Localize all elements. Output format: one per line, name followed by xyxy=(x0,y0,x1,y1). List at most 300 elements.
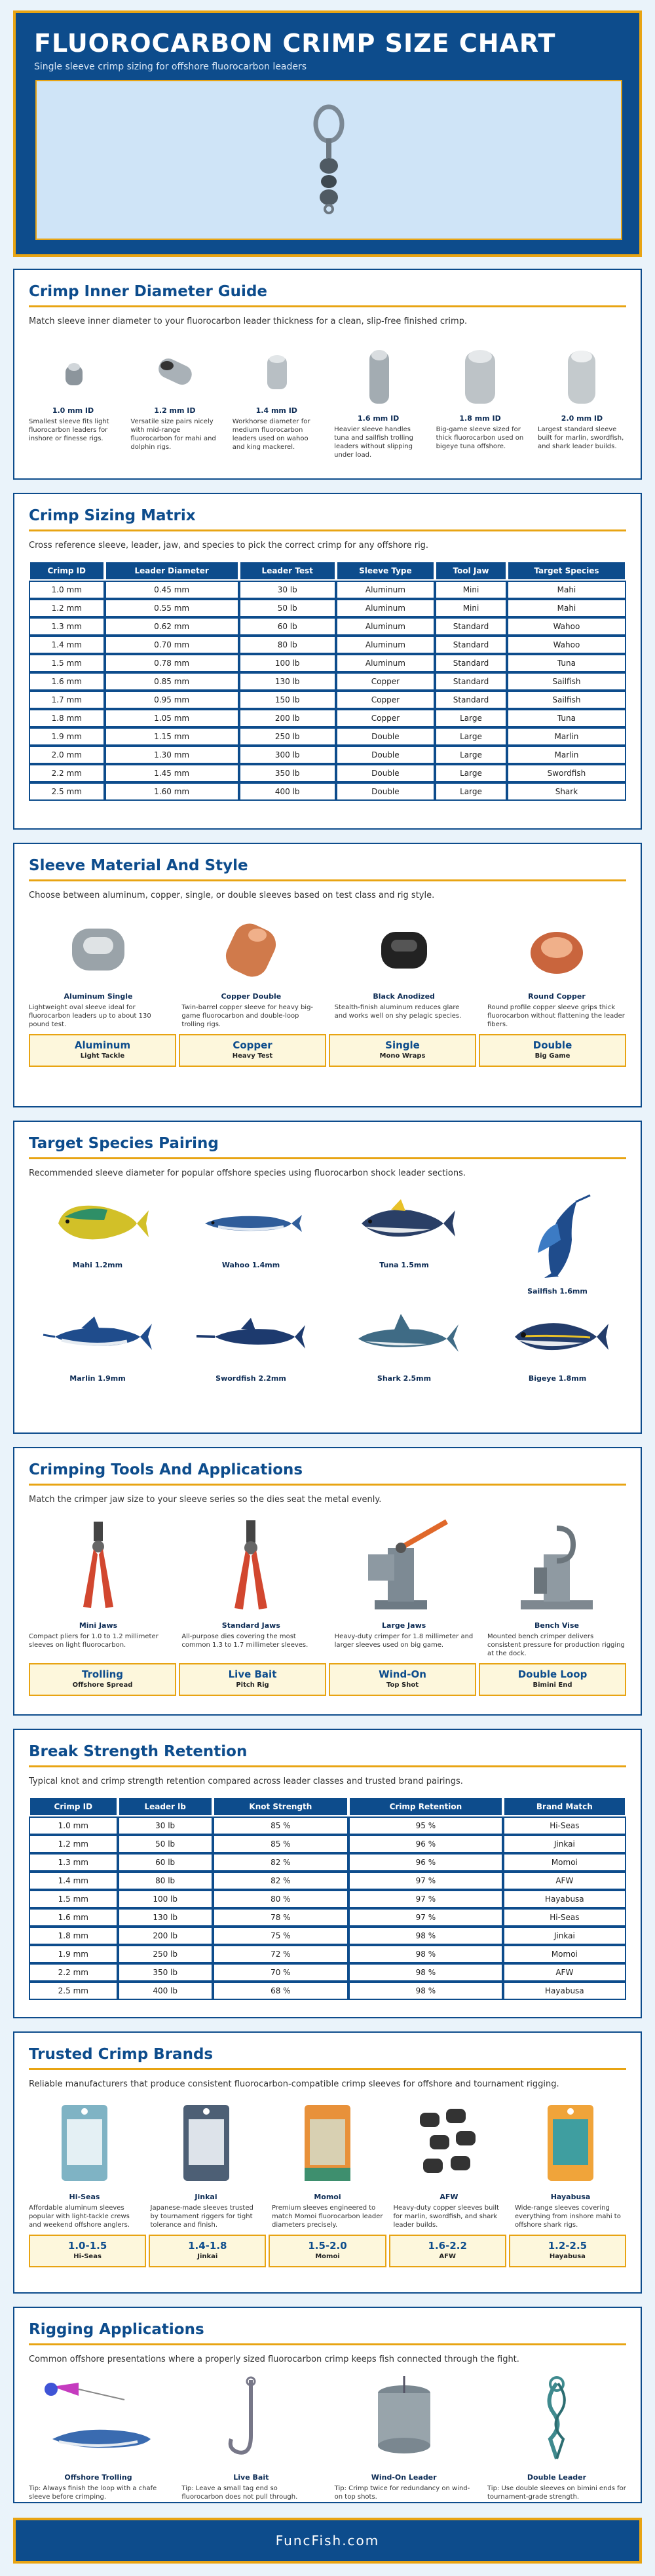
table-cell: Sailfish xyxy=(507,672,626,691)
rigging-text: Tip: Always finish the loop with a chafe sleeve before crimping. xyxy=(29,2485,157,2501)
table-cell: Hi-Seas xyxy=(503,1817,626,1835)
table-cell: 60 lb xyxy=(118,1853,213,1872)
table-cell: Momoi xyxy=(503,1853,626,1872)
table-cell: 60 lb xyxy=(239,617,336,636)
table-cell: Aluminum xyxy=(336,654,435,672)
tag-name: Single xyxy=(385,1039,420,1051)
table-row xyxy=(29,709,626,727)
tool-label: Mini Jaws xyxy=(79,1621,118,1630)
page-subtitle: Single sleeve crimp sizing for offshore fluorocarbon leaders xyxy=(34,62,307,72)
table-cell: Large xyxy=(435,782,507,801)
table-cell: 1.30 mm xyxy=(105,746,239,764)
table-cell: Marlin xyxy=(507,727,626,746)
table-cell: 1.9 mm xyxy=(29,1945,118,1963)
table-cell: Hi-Seas xyxy=(503,1908,626,1927)
black-sleeve-icon xyxy=(368,912,440,984)
table-cell: 130 lb xyxy=(239,672,336,691)
mini-crimper-icon xyxy=(69,1515,128,1613)
tag-sub: Hayabusa xyxy=(549,2253,586,2260)
table-cell: Momoi xyxy=(503,1945,626,1963)
table-cell: Tuna xyxy=(507,709,626,727)
table-cell: 1.45 mm xyxy=(105,764,239,782)
section-description: Match sleeve inner diameter to your fluorocarbon leader thickness for a clean, slip-free finished crimp. xyxy=(29,317,468,326)
sailfish-icon xyxy=(518,1194,597,1279)
crimp-card xyxy=(130,346,219,459)
table-cell: 1.60 mm xyxy=(105,782,239,801)
brand-label: Hi-Seas xyxy=(69,2193,100,2201)
table-cell: 98 % xyxy=(348,1982,503,2000)
table-cell: Copper xyxy=(336,672,435,691)
table-cell: Standard xyxy=(435,654,507,672)
section-title: Crimp Inner Diameter Guide xyxy=(29,283,626,307)
sleeve-icon xyxy=(149,346,201,398)
table-cell: 1.2 mm xyxy=(29,599,105,617)
material-label: Aluminum Single xyxy=(64,992,133,1001)
standard-crimper-icon xyxy=(221,1515,280,1613)
crimp-card xyxy=(436,346,525,459)
table-cell: Large xyxy=(435,764,507,782)
species-label: Marlin 1.9mm xyxy=(69,1374,126,1383)
table-cell: Mahi xyxy=(507,599,626,617)
table-cell: 50 lb xyxy=(118,1835,213,1853)
tag-name: 1.6-2.2 xyxy=(428,2240,467,2252)
wahoo-icon xyxy=(198,1194,303,1253)
table-row xyxy=(29,1908,626,1927)
tag-name: Trolling xyxy=(81,1668,124,1680)
crimp-text: Versatile size pairs nicely with mid-range fluorocarbon for mahi and dolphin rigs. xyxy=(130,418,216,451)
column-header: Knot Strength xyxy=(213,1797,348,1817)
section-title: Crimping Tools And Applications xyxy=(29,1461,626,1486)
tool-text: Compact pliers for 1.0 to 1.2 millimeter sleeves on light fluorocarbon. xyxy=(29,1633,159,1649)
crimp-text: Workhorse diameter for medium fluorocarbon leaders used on wahoo and king mackerel. xyxy=(232,418,310,451)
column-header: Target Species xyxy=(507,561,626,581)
crimp-label: 1.4 mm ID xyxy=(255,406,297,415)
table-row xyxy=(29,691,626,709)
tool-label: Bench Vise xyxy=(534,1621,579,1630)
material-card xyxy=(181,912,320,1029)
sleeve-icon xyxy=(54,346,93,398)
table-cell: Mahi xyxy=(507,581,626,599)
table-cell: Large xyxy=(435,709,507,727)
species-card xyxy=(29,1307,166,1383)
table-cell: Mini xyxy=(435,599,507,617)
table-cell: 0.70 mm xyxy=(105,636,239,654)
table-cell: Tuna xyxy=(507,654,626,672)
table-cell: Wahoo xyxy=(507,617,626,636)
crimp-label: 1.0 mm ID xyxy=(52,406,94,415)
table-cell: 1.4 mm xyxy=(29,636,105,654)
tool-card xyxy=(487,1515,626,1658)
tag-brand-range xyxy=(149,2235,266,2267)
tag-name: 1.5-2.0 xyxy=(308,2240,347,2252)
table-cell: Large xyxy=(435,746,507,764)
table-cell: 0.95 mm xyxy=(105,691,239,709)
material-label: Copper Double xyxy=(221,992,282,1001)
sizing-matrix-section xyxy=(13,493,642,830)
table-cell: 350 lb xyxy=(118,1963,213,1982)
section-title: Sleeve Material And Style xyxy=(29,857,626,881)
crimp-label: 2.0 mm ID xyxy=(561,414,603,423)
species-label: Tuna 1.5mm xyxy=(379,1261,429,1269)
spool-icon xyxy=(368,2374,440,2465)
table-cell: 250 lb xyxy=(118,1945,213,1963)
column-header: Brand Match xyxy=(503,1797,626,1817)
brand-text: Premium sleeves engineered to match Momoi fluorocarbon leader diameters precisely. xyxy=(272,2204,383,2229)
tag-double xyxy=(479,1034,626,1067)
section-description: Recommended sleeve diameter for popular offshore species using fluorocarbon shock leader sections. xyxy=(29,1168,466,1178)
brand-card xyxy=(515,2100,626,2229)
tag-sub: Big Game xyxy=(534,1052,571,1060)
table-row xyxy=(29,727,626,746)
table-cell: 85 % xyxy=(213,1817,348,1835)
table-cell: 100 lb xyxy=(118,1890,213,1908)
table-cell: 1.5 mm xyxy=(29,1890,118,1908)
table-cell: Mini xyxy=(435,581,507,599)
brand-text: Affordable aluminum sleeves popular with light-tackle crews and weekend offshore anglers. xyxy=(29,2204,130,2229)
table-cell: 250 lb xyxy=(239,727,336,746)
table-cell: 1.3 mm xyxy=(29,1853,118,1872)
species-label: Bigeye 1.8mm xyxy=(528,1374,587,1383)
table-cell: 0.85 mm xyxy=(105,672,239,691)
table-cell: Marlin xyxy=(507,746,626,764)
tag-sub: Light Tackle xyxy=(80,1052,125,1060)
table-row xyxy=(29,1927,626,1945)
table-cell: 2.5 mm xyxy=(29,782,105,801)
table-row xyxy=(29,1963,626,1982)
rigging-card xyxy=(29,2374,168,2501)
species-label: Mahi 1.2mm xyxy=(72,1261,123,1269)
brand-card xyxy=(394,2100,505,2229)
tag-name: Aluminum xyxy=(74,1039,131,1051)
material-card xyxy=(335,912,474,1029)
table-row xyxy=(29,654,626,672)
sleeve-icon xyxy=(559,346,605,406)
table-cell: AFW xyxy=(503,1872,626,1890)
table-cell: Large xyxy=(435,727,507,746)
double-leader-icon xyxy=(524,2374,590,2465)
table-cell: 30 lb xyxy=(118,1817,213,1835)
table-cell: Copper xyxy=(336,709,435,727)
tool-label: Standard Jaws xyxy=(221,1621,280,1630)
table-cell: 80 lb xyxy=(118,1872,213,1890)
trolling-rig-icon xyxy=(39,2374,157,2465)
tool-label: Large Jaws xyxy=(382,1621,426,1630)
table-cell: 2.5 mm xyxy=(29,1982,118,2000)
table-cell: 1.05 mm xyxy=(105,709,239,727)
brand-label: Jinkai xyxy=(195,2193,217,2201)
tag-brand-range xyxy=(389,2235,506,2267)
table-cell: Standard xyxy=(435,617,507,636)
brand-label: Hayabusa xyxy=(550,2193,591,2201)
section-title: Break Strength Retention xyxy=(29,1743,626,1767)
crimp-label: 1.6 mm ID xyxy=(358,414,400,423)
table-cell: Hayabusa xyxy=(503,1982,626,2000)
table-cell: 200 lb xyxy=(118,1927,213,1945)
table-cell: 78 % xyxy=(213,1908,348,1927)
tag-sub: AFW xyxy=(439,2253,457,2260)
tuna-icon xyxy=(352,1194,457,1253)
material-text: Stealth-finish aluminum reduces glare and works well on shy pelagic species. xyxy=(334,1004,462,1020)
tool-tags xyxy=(29,1663,626,1696)
footer-site-link[interactable]: FuncFish.com xyxy=(275,2533,380,2548)
table-row xyxy=(29,636,626,654)
table-cell: 97 % xyxy=(348,1890,503,1908)
tool-card xyxy=(335,1515,474,1658)
brand-label: Momoi xyxy=(314,2193,341,2201)
brands-section xyxy=(13,2031,642,2294)
material-label: Black Anodized xyxy=(373,992,435,1001)
table-cell: 96 % xyxy=(348,1853,503,1872)
material-text: Twin-barrel copper sleeve for heavy big-game fluorocarbon and double-loop trolling rigs. xyxy=(181,1004,314,1028)
tag-copper xyxy=(179,1034,326,1067)
species-card xyxy=(489,1307,626,1383)
crimp-text: Smallest sleeve fits light fluorocarbon leaders for inshore or finesse rigs. xyxy=(29,418,109,442)
species-card xyxy=(29,1194,166,1296)
tag-single xyxy=(329,1034,476,1067)
momoi-package-icon xyxy=(298,2100,357,2185)
table-row xyxy=(29,1982,626,2000)
table-cell: 2.2 mm xyxy=(29,764,105,782)
table-cell: 300 lb xyxy=(239,746,336,764)
tag-name: Copper xyxy=(233,1039,272,1051)
section-title: Trusted Crimp Brands xyxy=(29,2046,626,2070)
table-cell: 0.45 mm xyxy=(105,581,239,599)
rigging-card xyxy=(335,2374,474,2501)
tag-sub: Momoi xyxy=(315,2253,340,2260)
table-cell: 97 % xyxy=(348,1908,503,1927)
species-card xyxy=(182,1307,320,1383)
brand-text: Wide-range sleeves covering everything from inshore mahi to offshore shark rigs. xyxy=(515,2204,621,2229)
table-cell: Double xyxy=(336,746,435,764)
table-cell: 1.3 mm xyxy=(29,617,105,636)
table-cell: 400 lb xyxy=(239,782,336,801)
column-header: Leader lb xyxy=(118,1797,213,1817)
table-cell: 80 lb xyxy=(239,636,336,654)
tool-text: Heavy-duty crimper for 1.8 millimeter and larger sleeves used on big game. xyxy=(334,1633,474,1649)
table-cell: Hayabusa xyxy=(503,1890,626,1908)
table-cell: 1.7 mm xyxy=(29,691,105,709)
table-cell: Jinkai xyxy=(503,1835,626,1853)
species-label: Swordfish 2.2mm xyxy=(215,1374,286,1383)
table-cell: 150 lb xyxy=(239,691,336,709)
section-description: Match the crimper jaw size to your sleeve series so the dies seat the metal evenly. xyxy=(29,1495,382,1505)
table-cell: 350 lb xyxy=(239,764,336,782)
table-cell: Copper xyxy=(336,691,435,709)
section-title: Rigging Applications xyxy=(29,2321,626,2345)
tag-trolling xyxy=(29,1663,176,1696)
tag-sub: Offshore Spread xyxy=(72,1682,133,1689)
column-header: Crimp ID xyxy=(29,561,105,581)
brand-text: Japanese-made sleeves trusted by tournament riggers for tight tolerance and finish. xyxy=(150,2204,253,2229)
rigging-label: Wind-On Leader xyxy=(371,2473,437,2482)
sleeve-icon xyxy=(359,346,398,406)
table-cell: Swordfish xyxy=(507,764,626,782)
section-description: Typical knot and crimp strength retention compared across leader classes and trusted brand pairings. xyxy=(29,1777,463,1786)
tool-text: All-purpose dies covering the most common 1.3 to 1.7 millimeter sleeves. xyxy=(181,1633,309,1649)
table-cell: 0.78 mm xyxy=(105,654,239,672)
table-cell: 0.62 mm xyxy=(105,617,239,636)
table-cell: Standard xyxy=(435,636,507,654)
table-cell: 1.9 mm xyxy=(29,727,105,746)
table-cell: 70 % xyxy=(213,1963,348,1982)
material-card xyxy=(29,912,168,1029)
table-cell: 0.55 mm xyxy=(105,599,239,617)
material-section xyxy=(13,843,642,1107)
table-cell: 95 % xyxy=(348,1817,503,1835)
tag-sub: Top Shot xyxy=(386,1682,419,1689)
table-cell: 1.6 mm xyxy=(29,672,105,691)
table-row xyxy=(29,1817,626,1835)
inner-diameter-section xyxy=(13,269,642,480)
tag-name: Double Loop xyxy=(517,1668,588,1680)
section-description: Cross reference sleeve, leader, jaw, and species to pick the correct crimp for any offshore rig. xyxy=(29,541,429,550)
crimp-text: Heavier sleeve handles tuna and sailfish trolling leaders without slipping under load. xyxy=(334,426,413,459)
table-cell: 1.6 mm xyxy=(29,1908,118,1927)
tool-card xyxy=(29,1515,168,1658)
tag-brand-range xyxy=(509,2235,626,2267)
table-cell: 80 % xyxy=(213,1890,348,1908)
tag-sub: Jinkai xyxy=(197,2253,218,2260)
column-header: Leader Diameter xyxy=(105,561,239,581)
table-cell: Double xyxy=(336,764,435,782)
column-header: Crimp ID xyxy=(29,1797,118,1817)
species-label: Shark 2.5mm xyxy=(377,1374,432,1383)
crimp-card xyxy=(233,346,321,459)
table-cell: 82 % xyxy=(213,1853,348,1872)
footer xyxy=(13,2518,642,2564)
table-cell: 68 % xyxy=(213,1982,348,2000)
rigging-card xyxy=(487,2374,626,2501)
table-cell: 85 % xyxy=(213,1835,348,1853)
brand-tags xyxy=(29,2235,626,2267)
round-copper-icon xyxy=(521,912,593,984)
table-row xyxy=(29,617,626,636)
brand-text: Heavy-duty copper sleeves built for marlin, swordfish, and shark leader builds. xyxy=(393,2204,499,2229)
table-cell: 2.0 mm xyxy=(29,746,105,764)
table-row xyxy=(29,782,626,801)
tag-live-bait xyxy=(179,1663,326,1696)
large-crimper-icon xyxy=(355,1515,453,1613)
table-cell: 98 % xyxy=(348,1927,503,1945)
rigging-label: Offshore Trolling xyxy=(64,2473,132,2482)
tools-section xyxy=(13,1447,642,1716)
afw-sleeves-icon xyxy=(410,2100,489,2185)
table-cell: 96 % xyxy=(348,1835,503,1853)
table-row xyxy=(29,746,626,764)
table-cell: Aluminum xyxy=(336,636,435,654)
tag-brand-range xyxy=(29,2235,146,2267)
table-cell: AFW xyxy=(503,1963,626,1982)
tag-name: 1.2-2.5 xyxy=(548,2240,588,2252)
rigging-card xyxy=(181,2374,320,2501)
rigging-text: Tip: Leave a small tag end so fluorocarbon does not pull through. xyxy=(181,2485,298,2501)
table-cell: 30 lb xyxy=(239,581,336,599)
tag-aluminum xyxy=(29,1034,176,1067)
swordfish-icon xyxy=(195,1307,307,1366)
hayabusa-package-icon xyxy=(541,2100,600,2185)
table-row xyxy=(29,599,626,617)
rigging-label: Double Leader xyxy=(527,2473,587,2482)
table-row xyxy=(29,1890,626,1908)
strength-table xyxy=(29,1797,626,2000)
species-label: Sailfish 1.6mm xyxy=(527,1287,588,1296)
material-text: Round profile copper sleeve grips thick fluorocarbon without flattening the leader fibers. xyxy=(487,1004,625,1028)
table-cell: 98 % xyxy=(348,1963,503,1982)
brand-card xyxy=(151,2100,262,2229)
material-card xyxy=(487,912,626,1029)
crimp-label: 1.8 mm ID xyxy=(459,414,501,423)
column-header: Crimp Retention xyxy=(348,1797,503,1817)
material-tags xyxy=(29,1034,626,1067)
sizing-table xyxy=(29,561,626,801)
tag-brand-range xyxy=(269,2235,386,2267)
table-cell: 97 % xyxy=(348,1872,503,1890)
swivel-icon xyxy=(303,104,355,216)
mahi-icon xyxy=(45,1194,150,1253)
rigging-text: Tip: Crimp twice for redundancy on wind-on top shots. xyxy=(334,2485,470,2501)
tool-card xyxy=(181,1515,320,1658)
jinkai-package-icon xyxy=(177,2100,236,2185)
crimp-card xyxy=(334,346,422,459)
material-text: Lightweight oval sleeve ideal for fluorocarbon leaders up to about 130 pound test. xyxy=(29,1004,151,1028)
table-cell: Wahoo xyxy=(507,636,626,654)
table-cell: Standard xyxy=(435,672,507,691)
table-row xyxy=(29,1872,626,1890)
crimp-card xyxy=(29,346,117,459)
table-cell: Double xyxy=(336,727,435,746)
tag-double-loop xyxy=(479,1663,626,1696)
table-cell: Aluminum xyxy=(336,581,435,599)
table-cell: 1.0 mm xyxy=(29,1817,118,1835)
rigging-text: Tip: Use double sleeves on bimini ends for tournament-grade strength. xyxy=(487,2485,626,2501)
table-cell: Double xyxy=(336,782,435,801)
tag-sub: Heavy Test xyxy=(232,1052,273,1060)
table-cell: 1.4 mm xyxy=(29,1872,118,1890)
table-cell: Jinkai xyxy=(503,1927,626,1945)
shark-icon xyxy=(348,1307,460,1366)
table-row xyxy=(29,581,626,599)
table-row xyxy=(29,1835,626,1853)
tag-name: Wind-On xyxy=(379,1668,426,1680)
aluminum-sleeve-icon xyxy=(62,912,134,984)
brand-card xyxy=(29,2100,140,2229)
tag-name: 1.0-1.5 xyxy=(67,2240,107,2252)
rigging-label: Live Bait xyxy=(233,2473,269,2482)
tag-sub: Hi-Seas xyxy=(73,2253,102,2260)
species-card xyxy=(182,1194,320,1296)
crimp-card xyxy=(538,346,626,459)
species-card xyxy=(489,1194,626,1296)
table-row xyxy=(29,1945,626,1963)
material-label: Round Copper xyxy=(528,992,586,1001)
crimp-text: Big-game sleeve sized for thick fluorocarbon used on bigeye tuna offshore. xyxy=(436,426,524,450)
sleeve-icon xyxy=(257,346,296,398)
table-cell: 50 lb xyxy=(239,599,336,617)
rigging-section xyxy=(13,2307,642,2503)
hero-banner xyxy=(13,10,642,257)
section-description: Common offshore presentations where a properly sized fluorocarbon crimp keeps fish connected through the fight. xyxy=(29,2355,519,2364)
brand-card xyxy=(272,2100,383,2229)
species-card xyxy=(335,1194,473,1296)
table-cell: 130 lb xyxy=(118,1908,213,1927)
column-header: Sleeve Type xyxy=(336,561,435,581)
brand-label: AFW xyxy=(440,2193,458,2201)
table-cell: 200 lb xyxy=(239,709,336,727)
marlin-icon xyxy=(42,1307,153,1366)
hero-image xyxy=(35,80,622,240)
section-description: Choose between aluminum, copper, single, or double sleeves based on test class and rig style. xyxy=(29,891,435,900)
table-cell: 1.8 mm xyxy=(29,709,105,727)
